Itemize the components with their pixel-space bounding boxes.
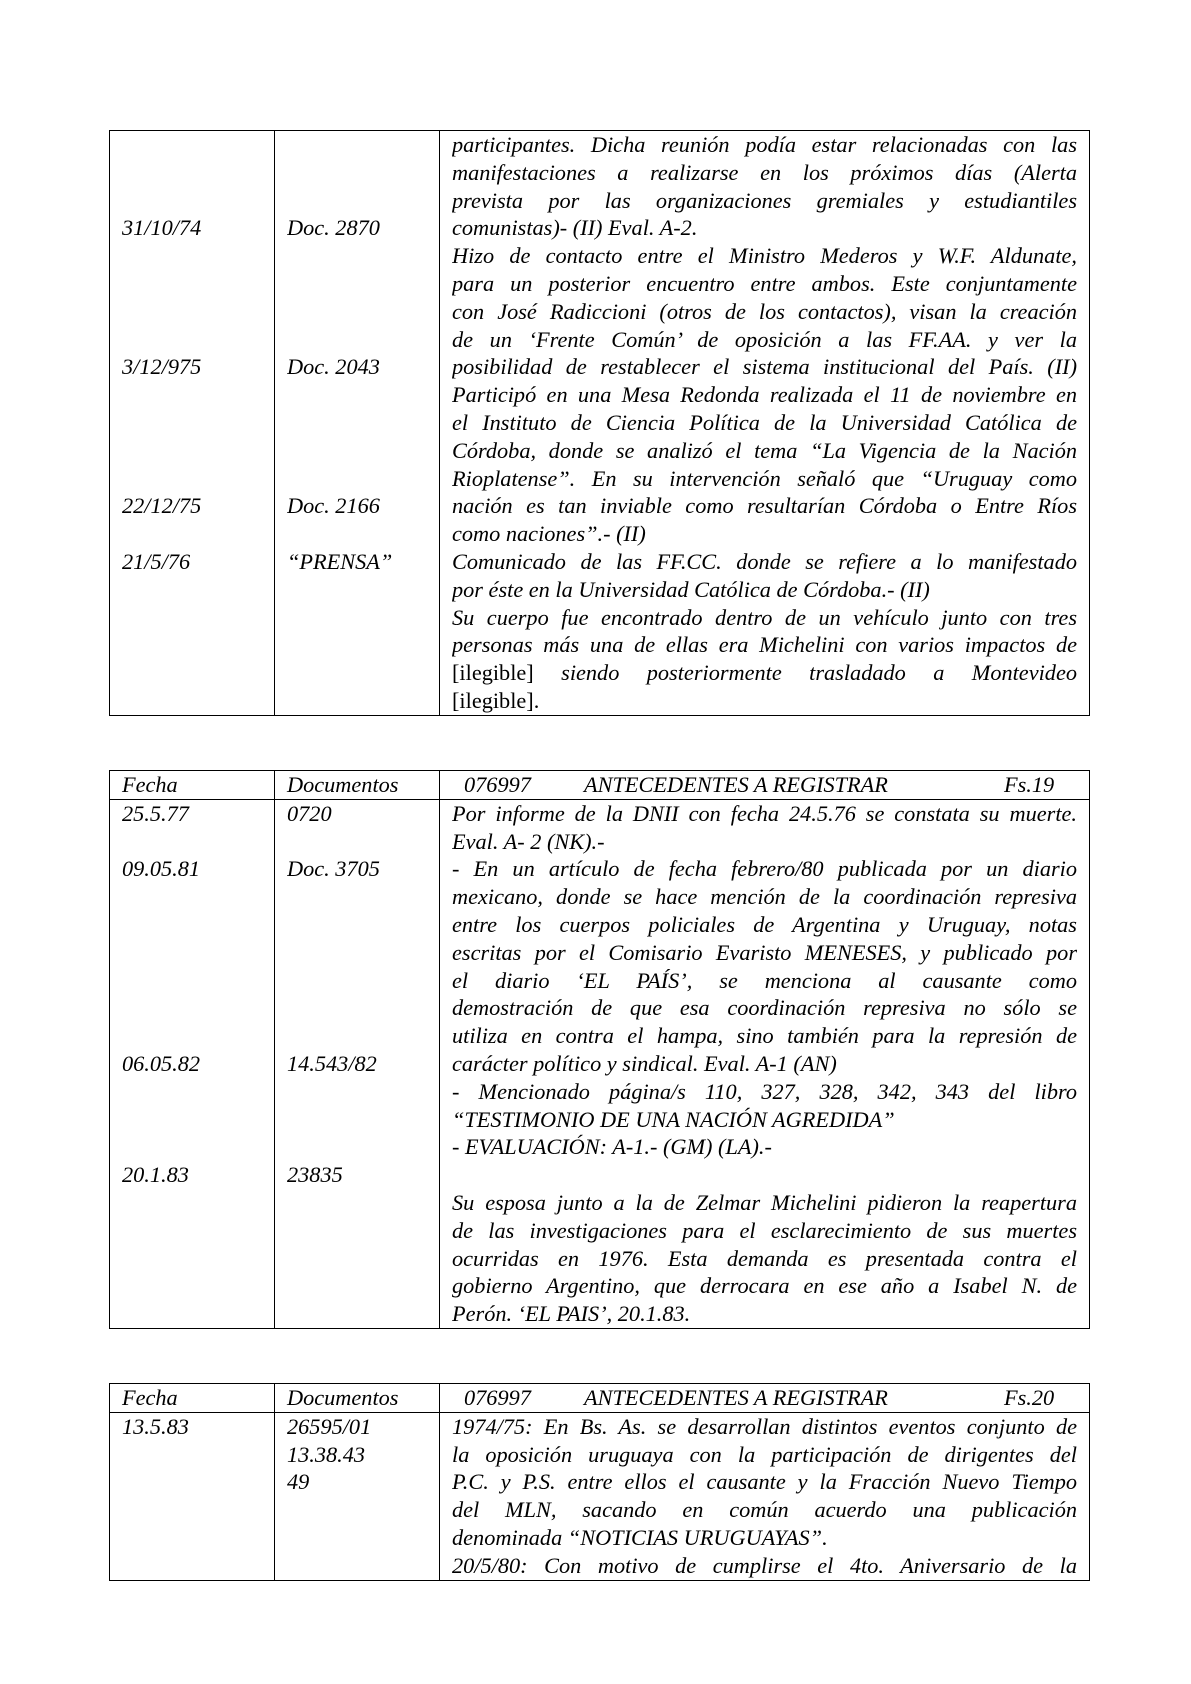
text-line: 20/5/80: Con motivo de cumplirse el 4to. Aniversario de la: [452, 1552, 1077, 1578]
text-line: comunistas)- (II) Eval. A-2.: [452, 215, 698, 241]
date-column: [110, 799, 275, 1328]
text-line: - EVALUACIÓN: A-1.- (GM) (LA).-: [452, 1134, 772, 1160]
text-line: 1974/75: En Bs. As. se desarrollan distintos eventos conjunto de: [452, 1413, 1077, 1439]
table-header-row: [110, 771, 1090, 800]
blank-line: [122, 520, 262, 548]
record-document: 23835: [287, 1162, 343, 1188]
records-table-continued: [109, 130, 1090, 716]
text-line: posibilidad de restablecer el sistema institucional del País. (II): [452, 354, 1077, 380]
text-line: Comunicado de las FF.CC. donde se refiere a lo manifestado: [452, 548, 1077, 574]
blank-line: [122, 298, 262, 326]
text-line: nación es tan inviable como resultarían Córdoba o Entre Ríos: [452, 493, 1077, 519]
record-date: 31/10/74: [122, 215, 202, 241]
text-line: de un ‘Frente Común’ de oposición a las FF.AA. y ver la: [452, 326, 1077, 352]
blank-line: [287, 1133, 427, 1161]
text-line: del MLN, sacando en común acuerdo una publicación: [452, 1497, 1077, 1523]
header-title: ANTECEDENTES A REGISTRAR: [584, 772, 888, 797]
text-line: Eval. A- 2 (NK).-: [452, 828, 605, 854]
file-number: 076997: [464, 1385, 531, 1410]
blank-line: [287, 1106, 427, 1134]
text-line: demostración de que esa coordinación represiva no sólo se: [452, 995, 1077, 1021]
text-line: escritas por el Comisario Evaristo MENESES, y publicado por: [452, 939, 1077, 965]
text-line: P.C. y P.S. entre ellos el causante y la Fracción Nuevo Tiempo: [452, 1469, 1077, 1495]
blank-line: [287, 1078, 427, 1106]
blank-line: [122, 131, 262, 159]
record-text-column: [440, 799, 1090, 1328]
record-date: 21/5/76: [122, 548, 191, 574]
text-line: ocurridas en 1976. Esta demanda es presentada contra el: [452, 1245, 1077, 1271]
blank-line: [122, 883, 262, 911]
record-date: 20.1.83: [122, 1162, 189, 1188]
text-line: personas más una de ellas era Michelini con varios impactos de: [452, 632, 1077, 658]
text-line: la oposición uruguaya con la participación de dirigentes del: [452, 1441, 1077, 1467]
blank-line: [287, 326, 427, 354]
text-line: mexicano, donde se hace mención de la coordinación represiva: [452, 884, 1077, 910]
text-line: Perón. ‘EL PAIS’, 20.1.83.: [452, 1301, 691, 1327]
blank-line: [122, 159, 262, 187]
blank-line: [287, 883, 427, 911]
blank-line: [287, 828, 427, 856]
text-line: de las investigaciones para el esclarecimiento de sus muertes: [452, 1217, 1077, 1243]
text-line: entre los cuerpos policiales de Argentina y Uruguay, notas: [452, 911, 1077, 937]
text-line: el diario ‘EL PAÍS’, se menciona al causante como: [452, 967, 1077, 993]
record-document: 13.38.43: [287, 1441, 366, 1467]
record-date: 22/12/75: [122, 493, 202, 519]
blank-line: [122, 437, 262, 465]
text-line: para un posterior encuentro entre ambos. Este conjuntamente: [452, 270, 1077, 296]
records-table-fs19: [109, 770, 1090, 1329]
blank-line: [287, 911, 427, 939]
record-date: 3/12/975: [122, 354, 202, 380]
text-line: el Instituto de Ciencia Política de la Universidad Católica de: [452, 409, 1077, 435]
blank-line: [122, 381, 262, 409]
text-line: [452, 1161, 1077, 1189]
illegible-marker: [ilegible]: [452, 660, 534, 686]
blank-line: [287, 465, 427, 493]
blank-line: [122, 465, 262, 493]
folio-number: Fs.20: [1004, 1385, 1055, 1410]
blank-line: [287, 131, 427, 159]
blank-line: [122, 939, 262, 967]
record-text-column: [440, 131, 1090, 716]
blank-line: [122, 967, 262, 995]
text-line: como naciones”.- (II): [452, 521, 646, 547]
record-document: “PRENSA”: [287, 548, 393, 574]
records-table-fs20: [109, 1383, 1090, 1581]
table-row: [110, 1412, 1090, 1580]
text-line: Participó en una Mesa Redonda realizada el 11 de noviembre en: [452, 382, 1077, 408]
blank-line: [122, 1106, 262, 1134]
record-document: Doc. 2166: [287, 493, 380, 519]
text-line: - Mencionado página/s 110, 327, 328, 342, 343 del libro: [452, 1078, 1077, 1104]
header-antecedentes: [440, 771, 1090, 800]
text-line: Rioplatense”. En su intervención señaló que “Uruguay como: [452, 465, 1077, 491]
file-number: 076997: [464, 772, 531, 797]
blank-line: [287, 1022, 427, 1050]
record-document: 14.543/82: [287, 1050, 377, 1076]
blank-line: [287, 437, 427, 465]
date-column: [110, 131, 275, 716]
header-fecha: Fecha: [110, 771, 275, 800]
record-document: 26595/01: [287, 1413, 372, 1439]
document-column: [275, 799, 440, 1328]
text-line: Su esposa junto a la de Zelmar Michelini pidieron la reapertura: [452, 1189, 1077, 1215]
record-document: 49: [287, 1469, 310, 1495]
blank-line: [287, 967, 427, 995]
record-date: 06.05.82: [122, 1050, 201, 1076]
text-line: por éste en la Universidad Católica de Córdoba.- (II): [452, 576, 930, 602]
blank-line: [122, 242, 262, 270]
blank-line: [122, 409, 262, 437]
document-column: [275, 1412, 440, 1580]
record-text-column: [440, 1412, 1090, 1580]
text-line: [452, 659, 1077, 687]
blank-line: [122, 270, 262, 298]
text-line: carácter político y sindical. Eval. A-1 (AN): [452, 1050, 837, 1076]
table-row: [110, 131, 1090, 716]
header-documentos: Documentos: [275, 1384, 440, 1413]
record-document: Doc. 2870: [287, 215, 380, 241]
text-line: utiliza en contra el hampa, sino también para la represión de: [452, 1023, 1077, 1049]
blank-line: [122, 1078, 262, 1106]
blank-line: [122, 187, 262, 215]
table-row: [110, 799, 1090, 1328]
header-title: ANTECEDENTES A REGISTRAR: [584, 1385, 888, 1410]
blank-line: [122, 1022, 262, 1050]
text-fragment: siendo posteriormente trasladado a Montevideo: [561, 660, 1077, 686]
record-document: Doc. 2043: [287, 354, 380, 380]
text-line: prevista por las organizaciones gremiales y estudiantiles: [452, 187, 1077, 213]
record-document: Doc. 3705: [287, 856, 380, 882]
text-line: Hizo de contacto entre el Ministro Mederos y W.F. Aldunate,: [452, 243, 1077, 269]
text-line: Por informe de la DNII con fecha 24.5.76 se constata su muerte.: [452, 800, 1077, 826]
blank-line: [287, 994, 427, 1022]
document-column: [275, 131, 440, 716]
text-line: Su cuerpo fue encontrado dentro de un vehículo junto con tres: [452, 604, 1077, 630]
blank-line: [122, 326, 262, 354]
blank-line: [287, 381, 427, 409]
text-line: denominada “NOTICIAS URUGUAYAS”.: [452, 1524, 828, 1550]
header-documentos: Documentos: [275, 771, 440, 800]
record-document: 0720: [287, 800, 332, 826]
folio-number: Fs.19: [1004, 772, 1055, 797]
text-line: participantes. Dicha reunión podía estar relacionadas con las: [452, 132, 1077, 157]
blank-line: [287, 242, 427, 270]
text-line: con José Radiccioni (otros de los contactos), visan la creación: [452, 298, 1077, 324]
header-antecedentes: [440, 1384, 1090, 1413]
blank-line: [122, 828, 262, 856]
record-date: 09.05.81: [122, 856, 201, 882]
header-fecha: Fecha: [110, 1384, 275, 1413]
text-line: - En un artículo de fecha febrero/80 publicada por un diario: [452, 856, 1077, 882]
blank-line: [122, 1133, 262, 1161]
text-line: “TESTIMONIO DE UNA NACIÓN AGREDIDA”: [452, 1106, 895, 1132]
record-date: 25.5.77: [122, 800, 189, 826]
blank-line: [287, 298, 427, 326]
blank-line: [287, 939, 427, 967]
date-column: [110, 1412, 275, 1580]
blank-line: [287, 520, 427, 548]
blank-line: [122, 911, 262, 939]
text-line: gobierno Argentino, que derrocara en ese año a Isabel N. de: [452, 1273, 1077, 1299]
blank-line: [122, 994, 262, 1022]
blank-line: [287, 270, 427, 298]
text-line: manifestaciones a realizarse en los próximos días (Alerta: [452, 159, 1077, 185]
blank-line: [287, 159, 427, 187]
record-date: 13.5.83: [122, 1413, 189, 1439]
blank-line: [287, 409, 427, 437]
table-header-row: [110, 1384, 1090, 1413]
text-line: Córdoba, donde se analizó el tema “La Vigencia de la Nación: [452, 437, 1077, 463]
blank-line: [287, 187, 427, 215]
illegible-marker: [ilegible].: [452, 687, 540, 713]
